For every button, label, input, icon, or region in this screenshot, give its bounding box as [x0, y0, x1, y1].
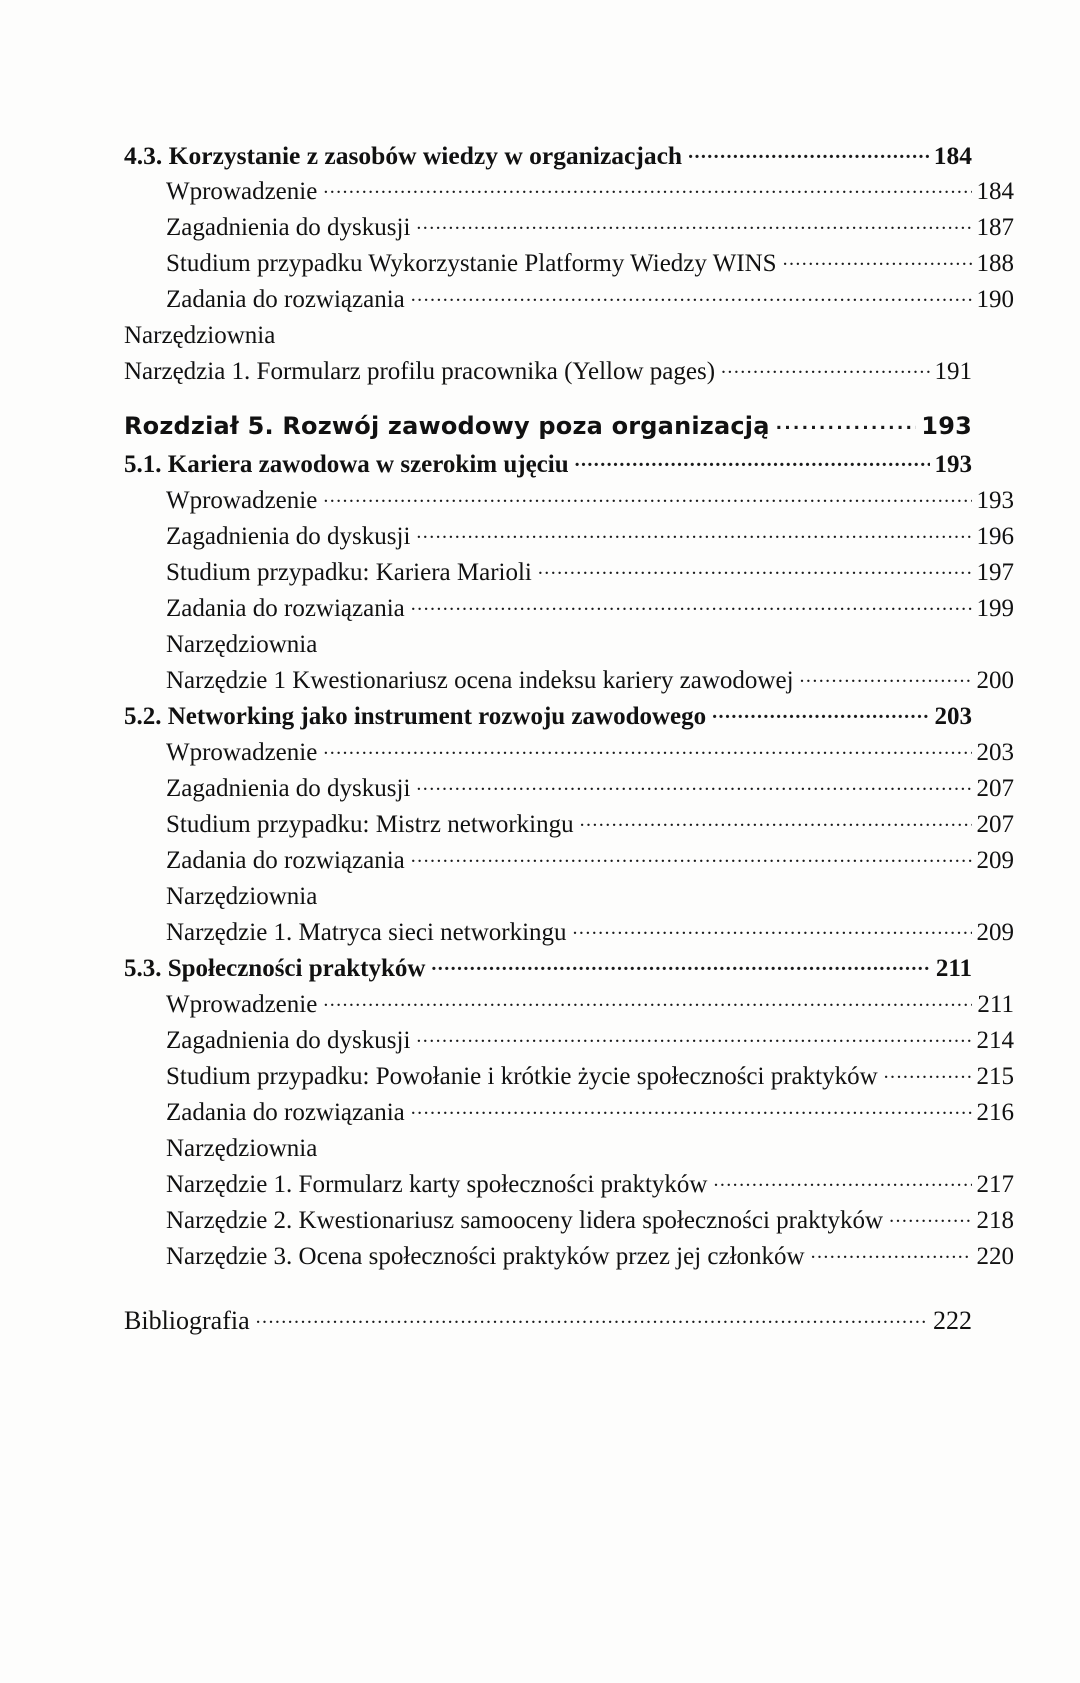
toc-entry-page-number: 193 — [921, 412, 972, 440]
toc-leader-dots — [411, 282, 972, 307]
toc-leader-dots — [416, 519, 971, 544]
toc-entry-page-number: 199 — [976, 595, 1014, 622]
toc-entry[interactable] — [166, 735, 1014, 765]
toc-entry-label: Studium przypadku Wykorzystanie Platformy Wiedzy WINS — [166, 250, 777, 277]
toc-entry[interactable] — [124, 354, 972, 384]
toc-entry-label: Narzędzia 1. Formularz profilu pracownika (Yellow pages) — [124, 358, 716, 385]
toc-entry-page-number: 193 — [934, 451, 972, 478]
toc-leader-dots — [431, 951, 930, 976]
toc-entry[interactable] — [166, 210, 1014, 240]
toc-entry[interactable] — [166, 519, 1014, 549]
toc-entry-page-number: 193 — [976, 487, 1014, 514]
toc-leader-dots — [884, 1059, 972, 1084]
toc-entry-label: Narzędzie 1 Kwestionariusz ocena indeksu kariery zawodowej — [166, 667, 794, 694]
toc-entry[interactable] — [166, 843, 1014, 873]
toc-entry-page-number: 211 — [935, 955, 972, 982]
toc-entry-label: Studium przypadku: Powołanie i krótkie życie społeczności praktyków — [166, 1063, 878, 1090]
toc-entry-page-number: 215 — [976, 1063, 1014, 1090]
toc-entry[interactable] — [124, 447, 972, 477]
toc-entry-page-number: 222 — [933, 1306, 972, 1335]
toc-entry-page-number: 203 — [934, 703, 972, 730]
toc-entry-page-number: 207 — [976, 811, 1014, 838]
toc-leader-dots — [811, 1239, 972, 1264]
toc-leader-dots — [256, 1303, 928, 1329]
toc-entry-page-number: 214 — [976, 1027, 1014, 1054]
toc-entry-label: Wprowadzenie — [166, 487, 318, 514]
toc-entry[interactable] — [166, 771, 1014, 801]
toc-leader-dots — [721, 354, 929, 379]
toc-entry-page-number: 188 — [976, 250, 1014, 277]
toc-entry-page-number: 190 — [976, 286, 1014, 313]
toc-entry[interactable] — [166, 246, 1014, 276]
toc-entry[interactable] — [166, 987, 1014, 1017]
toc-entry[interactable] — [166, 915, 1014, 945]
toc-entry[interactable] — [166, 1167, 1014, 1197]
toc-leader-dots — [573, 915, 972, 940]
toc-entry-label: Rozdział 5. Rozwój zawodowy poza organizacją — [124, 412, 770, 440]
toc-leader-dots — [323, 1131, 1009, 1156]
toc-entry-label: Zadania do rozwiązania — [166, 286, 405, 313]
toc-entry[interactable] — [124, 951, 972, 981]
toc-entry-label: Narzędziownia — [124, 322, 276, 349]
toc-entry-label: Studium przypadku: Kariera Marioli — [166, 559, 532, 586]
toc-entry-page-number: 209 — [976, 847, 1014, 874]
toc-entry[interactable] — [124, 1303, 972, 1334]
toc-leader-dots — [712, 699, 929, 724]
toc-leader-dots — [323, 174, 971, 199]
toc-leader-dots — [323, 483, 971, 508]
toc-entry-page-number: 211 — [977, 991, 1014, 1018]
toc-entry-page-number: 207 — [976, 775, 1014, 802]
toc-entry-page-number: 220 — [976, 1243, 1014, 1270]
toc-entry[interactable] — [166, 282, 1014, 312]
toc-entry-page-number: 184 — [976, 178, 1014, 205]
toc-entry-label: Zagadnienia do dyskusji — [166, 523, 411, 550]
toc-entry-label: Zadania do rozwiązania — [166, 595, 405, 622]
toc-leader-dots — [575, 447, 930, 472]
toc-leader-dots — [416, 1023, 971, 1048]
toc-entry[interactable] — [166, 879, 1014, 909]
toc-entry-page-number: 200 — [976, 667, 1014, 694]
toc-entry[interactable] — [124, 138, 972, 168]
toc-entry-label: 4.3. Korzystanie z zasobów wiedzy w organizacjach — [124, 140, 683, 170]
toc-leader-dots — [323, 735, 971, 760]
toc-entry-page-number: 197 — [976, 559, 1014, 586]
toc-entry[interactable] — [166, 663, 1014, 693]
toc-entry-page-number: 217 — [976, 1171, 1014, 1198]
toc-entry-page-number: 196 — [976, 523, 1014, 550]
toc-entry[interactable] — [166, 174, 1014, 204]
toc-entry[interactable] — [166, 1023, 1014, 1053]
toc-entry-page-number: 209 — [976, 919, 1014, 946]
toc-entry[interactable] — [124, 318, 972, 348]
toc-entry-label: Zagadnienia do dyskusji — [166, 775, 411, 802]
toc-entry-label: Narzędzie 3. Ocena społeczności praktyków przez jej członków — [166, 1243, 805, 1270]
toc-leader-dots — [411, 843, 972, 868]
toc-leader-dots — [411, 591, 972, 616]
toc-leader-dots — [580, 807, 972, 832]
toc-leader-dots — [538, 555, 972, 580]
toc-entry-label: 5.2. Networking jako instrument rozwoju zawodowego — [124, 703, 707, 730]
toc-entry[interactable] — [166, 807, 1014, 837]
toc-entry[interactable] — [166, 1131, 1014, 1161]
toc-leader-dots — [323, 627, 1009, 652]
toc-entry-page-number: 216 — [976, 1099, 1014, 1126]
toc-entry-page-number: 184 — [933, 140, 972, 170]
toc-entry-label: Narzędziownia — [166, 631, 318, 658]
toc-entry-label: Zadania do rozwiązania — [166, 1099, 405, 1126]
toc-entry[interactable] — [166, 483, 1014, 513]
toc-leader-dots — [688, 138, 929, 164]
toc-entry[interactable] — [166, 591, 1014, 621]
toc-entry-label: Wprowadzenie — [166, 991, 318, 1018]
toc-leader-dots — [713, 1167, 971, 1192]
toc-leader-dots — [281, 318, 967, 343]
toc-entry-page-number: 218 — [976, 1207, 1014, 1234]
toc-entry-label: Zagadnienia do dyskusji — [166, 1027, 411, 1054]
toc-entry-label: 5.1. Kariera zawodowa w szerokim ujęciu — [124, 451, 569, 478]
toc-entry-label: Narzędzie 1. Matryca sieci networkingu — [166, 919, 567, 946]
toc-entry-label: Bibliografia — [124, 1306, 250, 1335]
toc-entry-page-number: 203 — [976, 739, 1014, 766]
toc-entry-label: Narzędziownia — [166, 1135, 318, 1162]
toc-leader-dots — [323, 987, 972, 1012]
toc-entry-label: Wprowadzenie — [166, 178, 318, 205]
toc-leader-dots — [889, 1203, 971, 1228]
toc-entry-label: Narzędziownia — [166, 883, 318, 910]
toc-leader-dots — [783, 246, 972, 271]
toc-entry-label: Narzędzie 2. Kwestionariusz samooceny lidera społeczności praktyków — [166, 1207, 884, 1234]
toc-leader-dots — [416, 210, 971, 235]
toc-entry-label: 5.3. Społeczności praktyków — [124, 955, 426, 982]
toc-entry[interactable] — [166, 1059, 1014, 1089]
toc-leader-dots — [776, 410, 917, 434]
toc-entry[interactable] — [166, 1239, 1014, 1269]
toc-entry[interactable] — [166, 555, 1014, 585]
toc-entry-label: Narzędzie 1. Formularz karty społeczności praktyków — [166, 1171, 708, 1198]
toc-leader-dots — [323, 879, 1009, 904]
toc-leader-dots — [411, 1095, 972, 1120]
toc-entry-page-number: 191 — [934, 358, 972, 385]
toc-leader-dots — [800, 663, 972, 688]
toc-entry-label: Zagadnienia do dyskusji — [166, 214, 411, 241]
toc-entry-label: Wprowadzenie — [166, 739, 318, 766]
toc-entry-label: Studium przypadku: Mistrz networkingu — [166, 811, 574, 838]
toc-entry[interactable] — [166, 627, 1014, 657]
toc-entry-label: Zadania do rozwiązania — [166, 847, 405, 874]
toc-entry[interactable] — [124, 410, 972, 438]
toc-entry[interactable] — [124, 699, 972, 729]
toc-entry-page-number: 187 — [976, 214, 1014, 241]
toc-leader-dots — [416, 771, 971, 796]
toc-entry[interactable] — [166, 1203, 1014, 1233]
toc-entry[interactable] — [166, 1095, 1014, 1125]
table-of-contents — [124, 138, 1014, 1335]
